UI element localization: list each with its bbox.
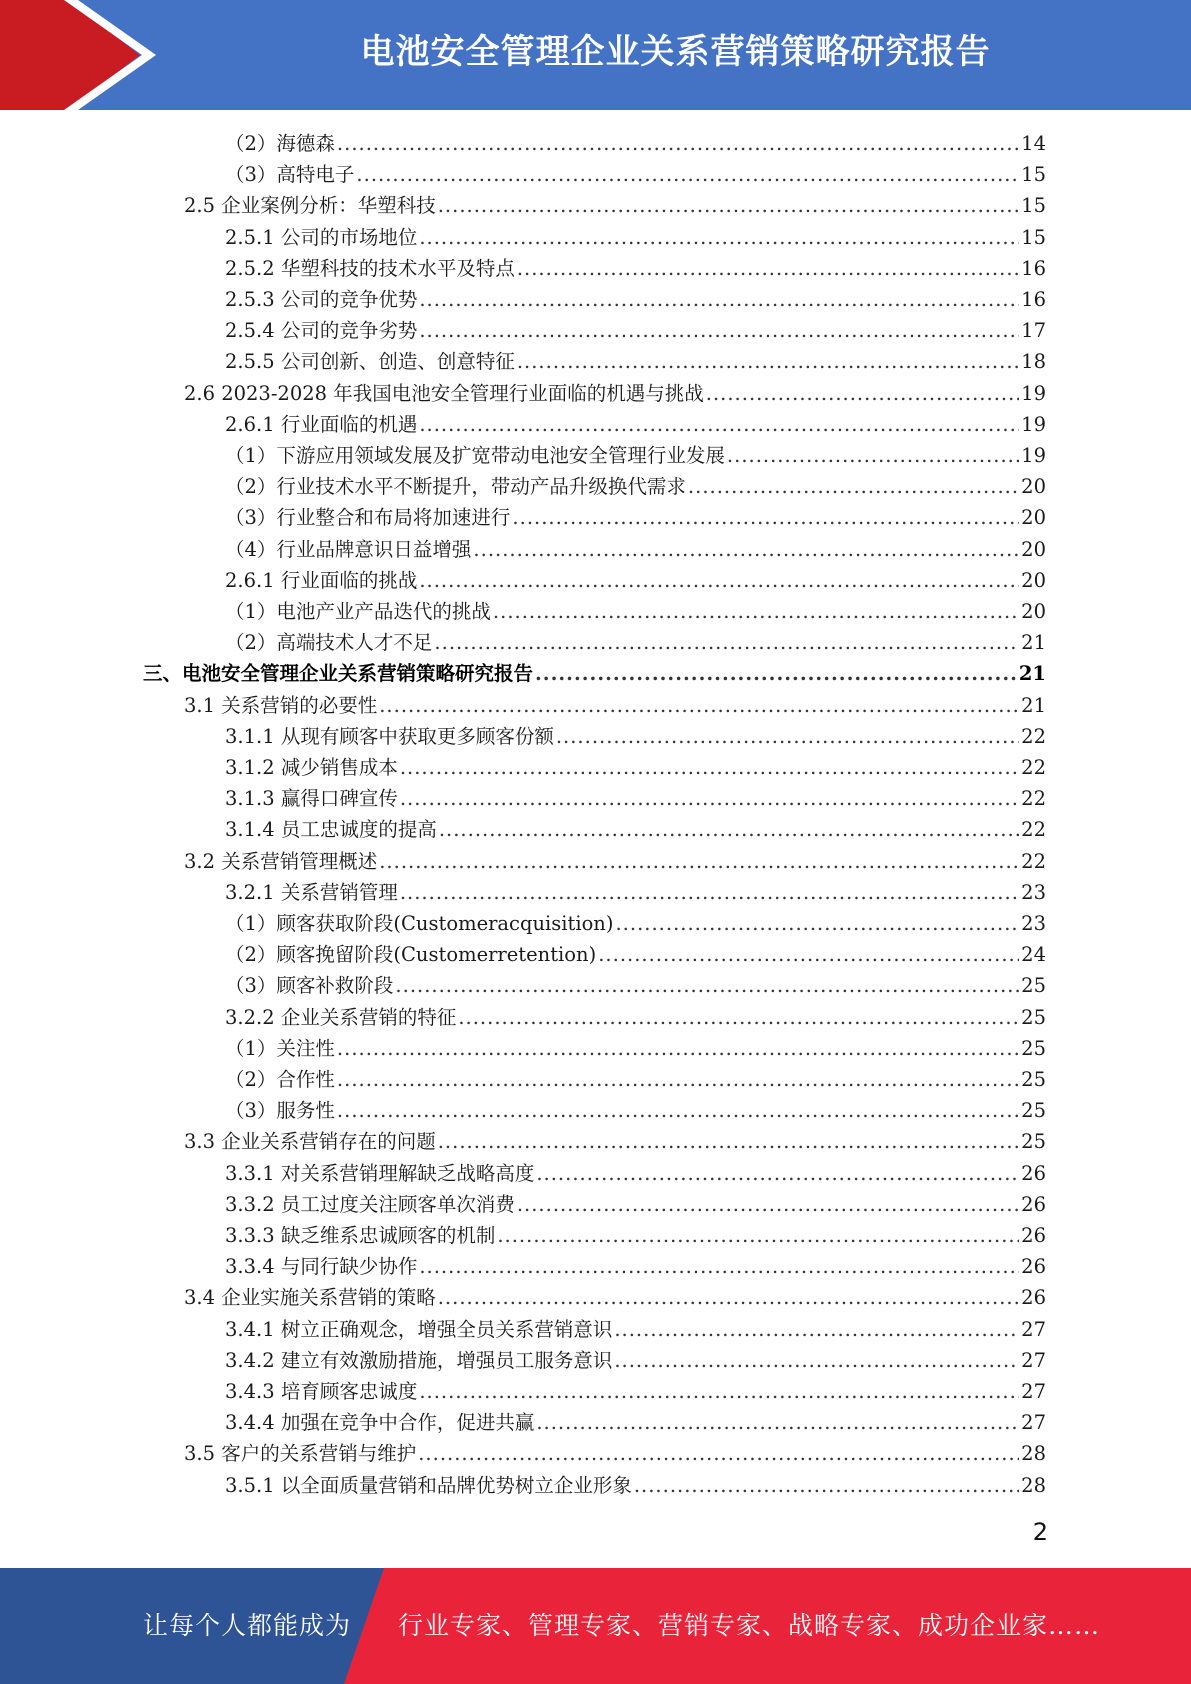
toc-entry-label: 2.5.5 公司创新、创造、创意特征 [225,350,515,374]
toc-entry-page: 27 [1021,1317,1046,1341]
toc-dot-leader [512,502,1019,533]
toc-dot-leader [419,222,1019,253]
toc-entry-page: 27 [1021,1348,1046,1372]
toc-entry-label: 3.1.1 从现有顾客中获取更多顾客份额 [225,724,554,748]
toc-entry[interactable] [225,1158,1046,1189]
toc-entry[interactable] [184,1126,1046,1157]
toc-dot-leader [419,409,1019,440]
toc-entry[interactable] [225,908,1046,939]
toc-entry[interactable] [184,1438,1046,1469]
toc-entry-page: 25 [1021,974,1046,998]
toc-entry[interactable] [225,1095,1046,1126]
toc-entry-page: 23 [1021,880,1046,904]
toc-entry[interactable] [184,690,1046,721]
toc-entry-label: 3.1.4 员工忠诚度的提高 [225,818,437,842]
toc-entry[interactable] [184,378,1046,409]
toc-entry-label: 2.5.2 华塑科技的技术水平及特点 [225,256,515,280]
toc-dot-leader [337,1064,1019,1095]
toc-entry-page: 26 [1021,1224,1046,1247]
toc-dot-leader [337,1033,1019,1064]
toc-entry-label: （3）顾客补救阶段 [225,974,394,998]
toc-dot-leader [438,1126,1019,1157]
toc-dot-leader [400,752,1019,783]
toc-dot-leader [614,1314,1019,1345]
toc-dot-leader [517,1189,1019,1220]
toc-entry[interactable] [225,128,1046,159]
header-red-block [0,0,140,110]
toc-entry[interactable] [225,284,1046,315]
toc-entry-page: 26 [1021,1286,1046,1310]
toc-entry-label: 3.3.4 与同行缺少协作 [225,1255,418,1279]
document-title: 电池安全管理企业关系营销策略研究报告 [360,32,991,72]
toc-dot-leader [517,253,1019,284]
toc-entry-page: 25 [1021,1036,1046,1060]
toc-entry-label: （2）合作性 [225,1068,335,1091]
toc-entry-page: 22 [1021,787,1046,811]
toc-entry[interactable] [184,1282,1046,1313]
toc-dot-leader [497,1220,1019,1251]
toc-entry[interactable] [225,502,1046,533]
toc-dot-leader [419,565,1019,596]
toc-entry-page: 25 [1021,1099,1046,1123]
toc-dot-leader [337,1095,1019,1126]
toc-entry-label: 2.5.1 公司的市场地位 [225,225,418,249]
toc-entry[interactable] [225,534,1046,565]
toc-entry-label: （1）下游应用领域发展及扩宽带动电池安全管理行业发展 [225,444,725,467]
toc-entry-label: 3.2 关系营销管理概述 [184,849,378,873]
toc-entry-page: 16 [1021,288,1046,311]
toc-entry-label: 3.3.2 员工过度关注顾客单次消费 [225,1192,515,1216]
toc-entry-page: 20 [1021,506,1046,530]
toc-entry[interactable] [225,752,1046,783]
toc-entry[interactable] [225,253,1046,284]
toc-entry-label: 2.6 2023-2028 年我国电池安全管理行业面临的机遇与挑战 [184,381,704,405]
toc-dot-leader [400,783,1019,814]
toc-entry-page: 21 [1021,693,1046,717]
toc-dot-leader [395,970,1019,1001]
toc-entry-label: （3）行业整合和布局将加速进行 [225,506,511,530]
toc-entry[interactable] [225,877,1046,908]
toc-entry-page: 19 [1021,444,1046,467]
toc-entry-label: 2.6.1 行业面临的挑战 [225,568,418,592]
toc-dot-leader [438,190,1019,221]
toc-entry-page: 15 [1021,163,1046,187]
toc-entry-label: （2）行业技术水平不断提升，带动产品升级换代需求 [225,475,686,499]
toc-entry-label: 2.5.3 公司的竞争优势 [225,288,418,311]
toc-entry-page: 19 [1021,412,1046,436]
toc-entry[interactable] [225,565,1046,596]
page-header [0,0,1191,110]
toc-entry[interactable] [225,1189,1046,1220]
toc-entry-page: 22 [1021,724,1046,748]
toc-entry-page: 25 [1021,1005,1046,1029]
toc-dot-leader [458,1002,1019,1033]
toc-dot-leader [493,596,1019,627]
toc-entry-page: 23 [1021,912,1046,935]
toc-entry-page: 26 [1021,1192,1046,1216]
toc-dot-leader [536,1158,1019,1189]
toc-entry-label: 3.4 企业实施关系营销的策略 [184,1286,436,1310]
toc-entry-label: 3.4.3 培育顾客忠诚度 [225,1380,418,1403]
toc-dot-leader [438,1282,1019,1313]
toc-entry-label: 3.3.1 对关系营销理解缺乏战略高度 [225,1161,535,1185]
toc-dot-leader [556,721,1019,752]
toc-entry-label: （3）服务性 [225,1099,335,1123]
toc-entry-label: 2.5.4 公司的竞争劣势 [225,319,418,343]
toc-entry[interactable] [225,409,1046,440]
toc-entry-page: 21 [1018,662,1046,686]
toc-entry-page: 16 [1021,256,1046,280]
footer-slogan-right: 行业专家、管理专家、营销专家、战略专家、成功企业家…… [398,1611,1101,1640]
toc-entry[interactable] [225,471,1046,502]
toc-entry[interactable] [225,346,1046,377]
toc-dot-leader [688,471,1019,502]
toc-entry-label: 3.4.4 加强在竞争中合作，促进共赢 [225,1411,535,1435]
toc-entry-page: 25 [1021,1068,1046,1091]
toc-dot-leader [598,939,1019,970]
toc-entry[interactable] [225,222,1046,253]
toc-dot-leader [356,159,1019,190]
toc-entry-label: （1）顾客获取阶段(Customeracquisition) [225,912,614,935]
page-number: 2 [1032,1518,1048,1546]
toc-entry[interactable] [225,814,1046,845]
page-footer [0,1568,1191,1684]
toc-dot-leader [727,440,1019,471]
toc-dot-leader [706,378,1019,409]
toc-dot-leader [634,1470,1019,1501]
toc-dot-leader [379,846,1019,877]
toc-entry-label: 3.5 客户的关系营销与维护 [184,1442,417,1466]
toc-entry-page: 18 [1021,350,1046,374]
toc-entry-label: 3.1.3 赢得口碑宣传 [225,787,398,811]
toc-entry[interactable] [225,315,1046,346]
toc-entry-label: 三、电池安全管理企业关系营销策略研究报告 [143,662,534,686]
toc-entry-page: 22 [1021,849,1046,873]
toc-dot-leader [473,534,1019,565]
toc-entry-page: 26 [1021,1255,1046,1279]
toc-entry-label: 3.3 企业关系营销存在的问题 [184,1130,436,1154]
toc-entry-page: 28 [1021,1473,1046,1497]
toc-entry-page: 15 [1021,194,1046,218]
toc-entry-label: 3.2.2 企业关系营销的特征 [225,1005,457,1029]
toc-entry-page: 20 [1021,600,1046,623]
toc-entry-label: （4）行业品牌意识日益增强 [225,537,472,561]
toc-entry-page: 22 [1021,818,1046,842]
toc-dot-leader [379,690,1019,721]
toc-entry[interactable] [225,1314,1046,1345]
toc-dot-leader [517,346,1019,377]
toc-entry-page: 28 [1021,1442,1046,1466]
toc-entry-label: （3）高特电子 [225,163,355,187]
toc-entry[interactable] [225,939,1046,970]
toc-entry[interactable] [225,1345,1046,1376]
toc-dot-leader [419,315,1019,346]
toc-entry[interactable] [225,783,1046,814]
toc-entry-page: 27 [1021,1380,1046,1403]
footer-slogan-left: 让每个人都能成为 [143,1611,352,1640]
toc-dot-leader [536,1407,1019,1438]
toc-entry[interactable] [184,190,1046,221]
toc-entry-page: 20 [1021,568,1046,592]
toc-dot-leader [614,1345,1019,1376]
toc-dot-leader [615,908,1019,939]
toc-entry[interactable] [225,596,1046,627]
toc-entry[interactable] [225,627,1046,658]
toc-entry[interactable] [225,721,1046,752]
toc-entry-label: 3.3.3 缺乏维系忠诚顾客的机制 [225,1224,496,1247]
toc-entry-page: 22 [1021,756,1046,779]
toc-dot-leader [419,284,1019,315]
toc-entry-label: （2）海德森 [225,132,335,155]
toc-entry[interactable] [225,970,1046,1001]
toc-entry[interactable] [225,1002,1046,1033]
toc-entry-label: （2）顾客挽留阶段(Customerretention) [225,943,597,967]
toc-entry-page: 20 [1021,475,1046,499]
toc-entry-page: 27 [1021,1411,1046,1435]
toc-entry-label: 3.1.2 减少销售成本 [225,756,398,779]
toc-entry-page: 24 [1021,943,1046,967]
toc-entry[interactable] [225,1407,1046,1438]
toc-entry-label: 3.4.2 建立有效激励措施，增强员工服务意识 [225,1348,613,1372]
toc-dot-leader [419,1376,1019,1407]
toc-entry-page: 17 [1021,319,1046,343]
toc-dot-leader [434,627,1019,658]
toc-entry-page: 15 [1021,225,1046,249]
toc-entry[interactable] [225,159,1046,190]
toc-dot-leader [400,877,1019,908]
toc-entry-page: 20 [1021,537,1046,561]
toc-entry-label: 2.5 企业案例分析：华塑科技 [184,194,436,218]
toc-entry-label: 3.4.1 树立正确观念，增强全员关系营销意识 [225,1317,613,1341]
toc-dot-leader [418,1438,1019,1469]
toc-dot-leader [337,128,1019,159]
toc-dot-leader [419,1251,1019,1282]
toc-entry[interactable] [225,1470,1046,1501]
toc-entry-page: 26 [1021,1161,1046,1185]
toc-dot-leader [535,658,1017,689]
toc-entry-page: 19 [1021,381,1046,405]
toc-dot-leader [439,814,1019,845]
toc-entry-page: 21 [1021,631,1046,655]
toc-entry-label: （1）关注性 [225,1036,335,1060]
toc-entry-page: 25 [1021,1130,1046,1154]
toc-entry-label: （1）电池产业产品迭代的挑战 [225,600,491,623]
toc-entry[interactable] [225,1220,1046,1251]
toc-entry[interactable] [225,440,1046,471]
toc-entry-label: 3.5.1 以全面质量营销和品牌优势树立企业形象 [225,1473,632,1497]
toc-entry[interactable] [225,1251,1046,1282]
toc-entry-label: 2.6.1 行业面临的机遇 [225,412,418,436]
toc-entry[interactable] [225,1376,1046,1407]
toc-entry[interactable] [225,1064,1046,1095]
toc-entry[interactable] [184,846,1046,877]
toc-entry-label: 3.1 关系营销的必要性 [184,693,378,717]
toc-entry-label: 3.2.1 关系营销管理 [225,880,398,904]
toc-entry[interactable] [143,658,1046,689]
toc-entry-label: （2）高端技术人才不足 [225,631,433,655]
toc-entry-page: 14 [1021,132,1046,155]
toc-entry[interactable] [225,1033,1046,1064]
